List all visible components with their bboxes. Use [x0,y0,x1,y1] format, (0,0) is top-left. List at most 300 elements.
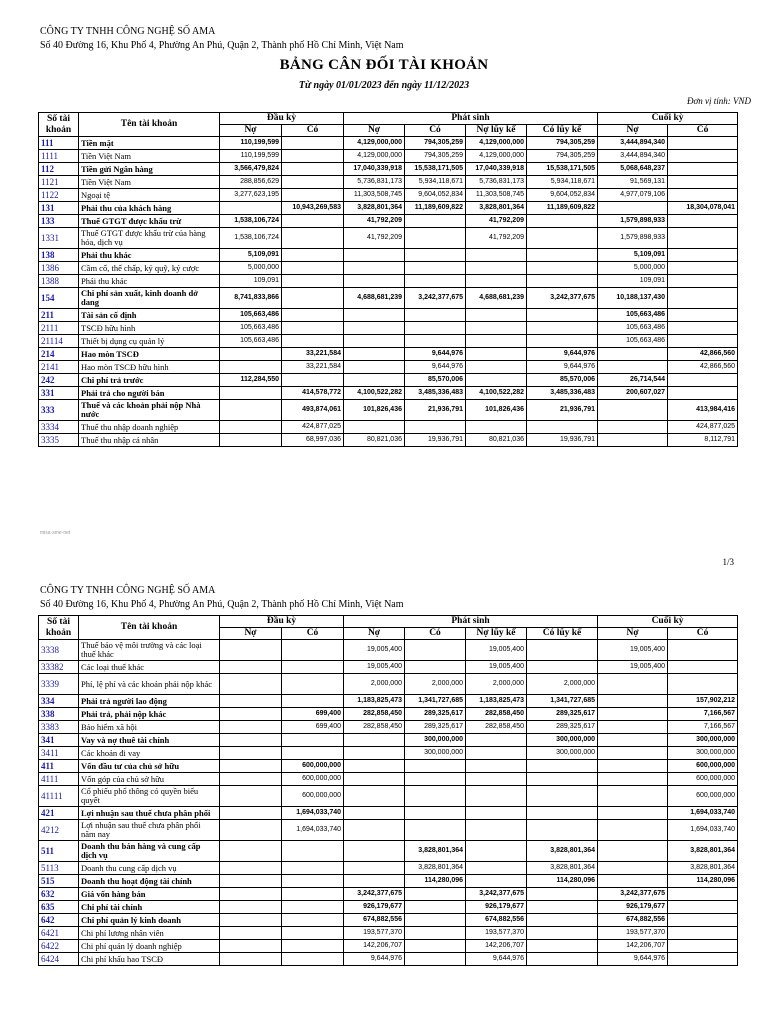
amount-movement-credit: 3,828,801,364 [405,862,466,875]
amount-opening-debit [220,807,282,820]
account-code[interactable]: 642 [39,914,79,927]
amount-cum-credit: 15,538,171,505 [527,163,598,176]
amount-cum-debit [466,249,527,262]
amount-closing-debit: 5,000,000 [598,262,668,275]
amount-movement-debit [344,734,405,747]
amount-opening-credit [282,914,344,927]
amount-opening-debit: 5,109,091 [220,249,282,262]
amount-opening-credit [282,228,344,249]
account-code[interactable]: 635 [39,901,79,914]
amount-opening-debit: 8,741,833,866 [220,288,282,309]
account-name: Tiền Việt Nam [79,176,220,189]
col-header-movement-debit: Nợ [344,125,405,137]
amount-closing-credit [668,249,738,262]
account-name: Tiền Việt Nam [79,150,220,163]
amount-opening-credit: 600,000,000 [282,773,344,786]
amount-movement-debit [344,262,405,275]
amount-cum-credit: 289,325,617 [527,721,598,734]
software-watermark: misa·sme·net [40,530,71,536]
amount-cum-debit [466,786,527,807]
amount-closing-debit [598,786,668,807]
amount-closing-debit: 91,569,131 [598,176,668,189]
table-row [39,695,738,708]
balance-table-page-2 [38,615,738,966]
col-header-movement-credit: Có [405,125,466,137]
amount-movement-debit: 4,100,522,282 [344,387,405,400]
table-row [39,150,738,163]
amount-opening-credit: 1,694,033,740 [282,807,344,820]
amount-movement-credit [405,914,466,927]
amount-opening-debit [220,875,282,888]
table-row [39,862,738,875]
amount-closing-debit: 4,977,079,106 [598,189,668,202]
amount-closing-debit [598,721,668,734]
amount-cum-debit [466,734,527,747]
account-code[interactable]: 242 [39,374,79,387]
amount-movement-debit: 1,183,825,473 [344,695,405,708]
amount-movement-debit: 674,882,556 [344,914,405,927]
amount-cum-credit: 9,644,976 [527,361,598,374]
col-header-opening-credit: Có [282,125,344,137]
amount-cum-credit: 3,485,336,483 [527,387,598,400]
account-code[interactable]: 211 [39,309,79,322]
amount-movement-credit: 5,934,118,671 [405,176,466,189]
amount-cum-credit [527,322,598,335]
amount-movement-debit: 4,129,000,000 [344,137,405,150]
amount-cum-credit [527,914,598,927]
account-code[interactable]: 632 [39,888,79,901]
account-code[interactable]: 515 [39,875,79,888]
amount-movement-credit [405,335,466,348]
amount-movement-credit [405,215,466,228]
account-code[interactable]: 3339 [39,674,79,695]
table-row [39,940,738,953]
amount-movement-debit: 19,005,400 [344,661,405,674]
account-code[interactable]: 2141 [39,361,79,374]
amount-opening-credit: 424,877,025 [282,421,344,434]
amount-cum-debit: 4,100,522,282 [466,387,527,400]
amount-movement-debit: 282,858,450 [344,721,405,734]
amount-movement-credit [405,927,466,940]
amount-cum-debit [466,262,527,275]
amount-opening-debit [220,820,282,841]
amount-closing-credit [668,387,738,400]
account-name: Giá vốn hàng bán [79,888,220,901]
account-code[interactable]: 138 [39,249,79,262]
table-row [39,163,738,176]
amount-closing-debit [598,841,668,862]
account-name: Thuế GTGT được khấu trừ của hàng hóa, dịch vụ [79,228,220,249]
amount-movement-debit [344,348,405,361]
amount-movement-credit: 21,936,791 [405,400,466,421]
table-row [39,807,738,820]
table-row [39,927,738,940]
account-code[interactable]: 1121 [39,176,79,189]
amount-opening-debit [220,901,282,914]
account-name: Phải thu của khách hàng [79,202,220,215]
amount-movement-debit [344,275,405,288]
amount-cum-debit: 41,792,209 [466,228,527,249]
amount-cum-credit: 3,828,801,364 [527,841,598,862]
amount-cum-credit [527,901,598,914]
amount-movement-credit [405,820,466,841]
col-header-opening-debit: Nợ [220,628,282,640]
amount-opening-debit: 3,277,623,195 [220,189,282,202]
amount-opening-debit: 3,566,479,824 [220,163,282,176]
amount-movement-credit: 2,000,000 [405,674,466,695]
amount-movement-debit [344,421,405,434]
account-code[interactable]: 6422 [39,940,79,953]
account-code[interactable]: 338 [39,708,79,721]
amount-movement-credit [405,786,466,807]
account-name: Phải thu khác [79,249,220,262]
amount-cum-credit: 794,305,259 [527,137,598,150]
amount-opening-debit [220,888,282,901]
amount-opening-debit [220,640,282,661]
amount-opening-credit [282,288,344,309]
amount-closing-debit: 105,663,486 [598,335,668,348]
amount-opening-credit: 414,578,772 [282,387,344,400]
amount-cum-credit [527,421,598,434]
amount-opening-credit [282,176,344,189]
amount-closing-credit: 3,828,801,364 [668,841,738,862]
amount-cum-credit: 11,189,609,822 [527,202,598,215]
amount-movement-credit [405,661,466,674]
company-address: Số 40 Đường 16, Khu Phố 4, Phường An Phú, Quận 2, Thành phố Hồ Chí Minh, Việt Nam [40,599,404,610]
amount-cum-credit [527,773,598,786]
account-code[interactable]: 131 [39,202,79,215]
company-address: Số 40 Đường 16, Khu Phố 4, Phường An Phú, Quận 2, Thành phố Hồ Chí Minh, Việt Nam [40,40,404,51]
account-code[interactable]: 3338 [39,640,79,661]
account-code[interactable]: 3383 [39,721,79,734]
amount-movement-debit [344,875,405,888]
amount-opening-credit: 33,221,584 [282,361,344,374]
amount-opening-debit [220,348,282,361]
amount-cum-credit: 5,934,118,671 [527,176,598,189]
amount-movement-debit [344,322,405,335]
amount-movement-debit: 4,129,000,000 [344,150,405,163]
table-row [39,434,738,447]
amount-closing-debit: 3,444,894,340 [598,150,668,163]
amount-closing-debit [598,708,668,721]
report-period: Từ ngày 01/01/2023 đến ngày 11/12/2023 [298,80,470,91]
amount-opening-credit [282,249,344,262]
account-name: Thuế GTGT được khấu trừ [79,215,220,228]
account-code[interactable]: 1386 [39,262,79,275]
account-code[interactable]: 1331 [39,228,79,249]
amount-movement-debit: 41,792,209 [344,228,405,249]
amount-closing-debit [598,434,668,447]
amount-opening-credit: 33,221,584 [282,348,344,361]
amount-movement-credit [405,953,466,966]
col-header-code: Số tài khoản [39,113,79,137]
table-body-page-2 [39,640,738,966]
account-code[interactable]: 33382 [39,661,79,674]
amount-closing-debit [598,875,668,888]
amount-movement-debit [344,820,405,841]
amount-cum-debit: 19,005,400 [466,661,527,674]
account-code[interactable]: 6421 [39,927,79,940]
amount-movement-credit [405,322,466,335]
amount-movement-credit: 3,828,801,364 [405,841,466,862]
account-code[interactable]: 21114 [39,335,79,348]
account-code[interactable]: 3334 [39,421,79,434]
table-row [39,760,738,773]
amount-closing-debit: 10,188,137,430 [598,288,668,309]
account-name: Doanh thu cung cấp dịch vụ [79,862,220,875]
amount-closing-debit [598,773,668,786]
amount-closing-debit: 19,005,400 [598,640,668,661]
amount-cum-credit: 300,000,000 [527,747,598,760]
amount-closing-debit: 9,644,976 [598,953,668,966]
amount-closing-credit: 300,000,000 [668,747,738,760]
amount-closing-credit [668,150,738,163]
amount-cum-debit [466,361,527,374]
amount-cum-credit: 85,570,006 [527,374,598,387]
amount-cum-credit: 9,604,052,834 [527,189,598,202]
amount-opening-debit: 112,284,550 [220,374,282,387]
table-row [39,361,738,374]
amount-closing-debit: 3,444,894,340 [598,137,668,150]
amount-movement-credit: 15,538,171,505 [405,163,466,176]
table-row [39,322,738,335]
amount-movement-credit [405,249,466,262]
account-name: Vốn góp của chủ sở hữu [79,773,220,786]
amount-closing-debit [598,734,668,747]
amount-movement-credit [405,262,466,275]
amount-opening-debit: 110,199,599 [220,137,282,150]
amount-closing-credit [668,914,738,927]
amount-closing-credit: 8,112,791 [668,434,738,447]
account-name: Doanh thu bán hàng và cung cấp dịch vụ [79,841,220,862]
amount-movement-credit: 85,570,006 [405,374,466,387]
amount-opening-debit [220,773,282,786]
table-row [39,721,738,734]
amount-closing-debit: 5,109,091 [598,249,668,262]
table-row [39,348,738,361]
amount-cum-debit [466,747,527,760]
amount-movement-debit: 41,792,209 [344,215,405,228]
amount-closing-debit [598,674,668,695]
account-code[interactable]: 112 [39,163,79,176]
amount-cum-debit [466,807,527,820]
amount-cum-credit [527,953,598,966]
account-name: Phải trả cho người bán [79,387,220,400]
amount-closing-credit [668,927,738,940]
account-code[interactable]: 214 [39,348,79,361]
amount-cum-debit: 142,206,707 [466,940,527,953]
amount-closing-credit [668,940,738,953]
col-header-closing-debit: Nợ [598,628,668,640]
amount-movement-debit [344,760,405,773]
account-code[interactable]: 1111 [39,150,79,163]
amount-closing-credit [668,640,738,661]
account-name: Doanh thu hoạt động tài chính [79,875,220,888]
amount-movement-credit [405,275,466,288]
amount-movement-debit [344,249,405,262]
account-code[interactable]: 2111 [39,322,79,335]
amount-opening-credit: 699,400 [282,721,344,734]
amount-movement-credit: 3,485,336,483 [405,387,466,400]
account-name: Lợi nhuận sau thuế chưa phân phối năm nay [79,820,220,841]
amount-cum-debit [466,335,527,348]
amount-cum-credit [527,228,598,249]
amount-cum-debit: 4,688,681,239 [466,288,527,309]
company-name: CÔNG TY TNHH CÔNG NGHỆ SỐ AMA [40,26,216,37]
amount-movement-debit: 3,828,801,364 [344,202,405,215]
amount-movement-credit [405,940,466,953]
col-header-opening: Đầu kỳ [220,616,344,628]
amount-movement-credit: 1,341,727,685 [405,695,466,708]
table-row [39,400,738,421]
report-page-2 [0,548,768,1024]
table-row [39,674,738,695]
col-header-closing: Cuối kỳ [598,113,738,125]
account-code[interactable]: 4212 [39,820,79,841]
amount-cum-debit [466,760,527,773]
col-header-cum-debit: Nợ lũy kế [466,628,527,640]
account-name: Chi phí khấu hao TSCĐ [79,953,220,966]
amount-closing-credit: 1,694,033,740 [668,807,738,820]
account-name: Tiền mặt [79,137,220,150]
amount-movement-debit [344,309,405,322]
account-code[interactable]: 341 [39,734,79,747]
amount-cum-debit: 926,179,677 [466,901,527,914]
amount-cum-debit [466,348,527,361]
amount-cum-debit [466,841,527,862]
amount-opening-debit [220,708,282,721]
amount-closing-debit [598,862,668,875]
amount-opening-credit [282,275,344,288]
account-name: Cổ phiếu phổ thông có quyền biểu quyết [79,786,220,807]
amount-closing-credit: 300,000,000 [668,734,738,747]
account-name: Thuế thu nhập doanh nghiệp [79,421,220,434]
table-row [39,249,738,262]
amount-opening-credit [282,262,344,275]
amount-movement-debit: 926,179,677 [344,901,405,914]
amount-cum-debit: 5,736,831,173 [466,176,527,189]
amount-opening-credit [282,862,344,875]
amount-opening-credit [282,640,344,661]
table-row [39,335,738,348]
currency-unit: Đơn vị tính: VND [686,96,751,106]
amount-movement-debit: 2,000,000 [344,674,405,695]
amount-closing-credit [668,288,738,309]
account-name: Bảo hiểm xã hội [79,721,220,734]
amount-movement-credit [405,888,466,901]
account-code[interactable]: 154 [39,288,79,309]
amount-opening-debit: 105,663,486 [220,322,282,335]
amount-cum-credit: 1,341,727,685 [527,695,598,708]
account-code[interactable]: 333 [39,400,79,421]
amount-opening-debit [220,760,282,773]
amount-closing-debit [598,400,668,421]
account-name: Ngoại tệ [79,189,220,202]
amount-opening-credit [282,841,344,862]
amount-closing-credit: 42,866,560 [668,361,738,374]
account-code[interactable]: 421 [39,807,79,820]
account-name: Cầm cố, thế chấp, ký quỹ, ký cược [79,262,220,275]
account-name: Chi phí sản xuất, kinh doanh dở dang [79,288,220,309]
amount-closing-credit [668,176,738,189]
amount-opening-credit [282,695,344,708]
amount-closing-debit [598,760,668,773]
account-code[interactable]: 1388 [39,275,79,288]
account-code[interactable]: 411 [39,760,79,773]
table-row [39,841,738,862]
amount-opening-debit [220,387,282,400]
balance-table-page-1 [38,112,738,447]
account-code[interactable]: 1122 [39,189,79,202]
amount-closing-credit [668,262,738,275]
account-name: Chi phí lương nhân viên [79,927,220,940]
amount-movement-debit: 5,736,831,173 [344,176,405,189]
account-code[interactable]: 3335 [39,434,79,447]
amount-closing-credit [668,901,738,914]
amount-closing-debit [598,747,668,760]
amount-movement-credit [405,901,466,914]
account-code[interactable]: 41111 [39,786,79,807]
table-row [39,262,738,275]
amount-movement-credit [405,773,466,786]
amount-closing-credit [668,137,738,150]
amount-opening-credit [282,747,344,760]
amount-movement-debit: 80,821,036 [344,434,405,447]
amount-cum-credit: 21,936,791 [527,400,598,421]
account-code[interactable]: 3411 [39,747,79,760]
amount-opening-credit [282,374,344,387]
amount-cum-credit [527,335,598,348]
account-name: Chi phí quản lý doanh nghiệp [79,940,220,953]
amount-movement-credit [405,807,466,820]
table-row [39,708,738,721]
account-code[interactable]: 133 [39,215,79,228]
amount-movement-credit [405,309,466,322]
amount-closing-debit: 26,714,544 [598,374,668,387]
account-name: Phí, lệ phí và các khoản phải nộp khác [79,674,220,695]
amount-movement-debit: 101,826,436 [344,400,405,421]
amount-opening-debit [220,721,282,734]
amount-opening-credit [282,927,344,940]
account-code[interactable]: 5113 [39,862,79,875]
account-name: Các loại thuế khác [79,661,220,674]
amount-opening-credit: 600,000,000 [282,786,344,807]
account-code[interactable]: 6424 [39,953,79,966]
amount-cum-debit: 41,792,209 [466,215,527,228]
amount-opening-debit [220,674,282,695]
account-code[interactable]: 4111 [39,773,79,786]
amount-closing-credit [668,322,738,335]
amount-closing-debit: 105,663,486 [598,309,668,322]
col-header-opening-credit: Có [282,628,344,640]
account-code[interactable]: 511 [39,841,79,862]
col-header-closing-credit: Có [668,125,738,137]
amount-closing-debit: 105,663,486 [598,322,668,335]
account-code[interactable]: 111 [39,137,79,150]
amount-closing-credit [668,275,738,288]
account-code[interactable]: 331 [39,387,79,400]
table-row [39,875,738,888]
account-name: Vốn đầu tư của chủ sở hữu [79,760,220,773]
amount-cum-credit [527,927,598,940]
amount-movement-credit [405,228,466,249]
account-code[interactable]: 334 [39,695,79,708]
amount-cum-debit: 2,000,000 [466,674,527,695]
amount-cum-debit: 9,644,976 [466,953,527,966]
table-row [39,953,738,966]
amount-closing-credit [668,674,738,695]
amount-movement-debit: 3,242,377,675 [344,888,405,901]
